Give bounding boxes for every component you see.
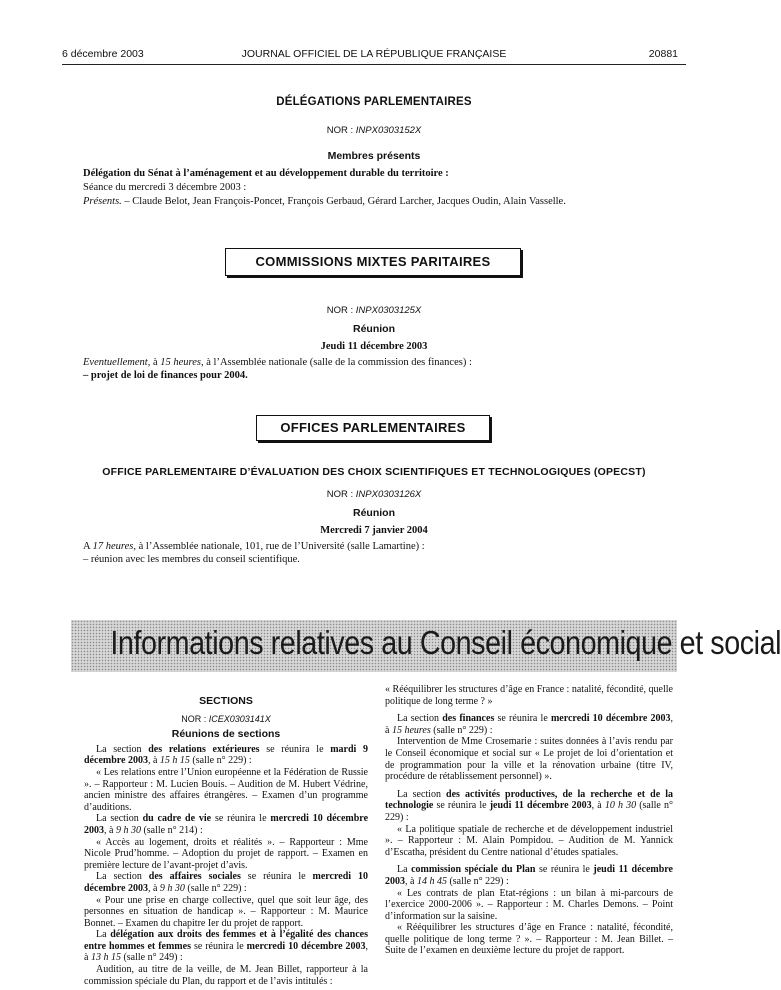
offices-line1	[83, 540, 683, 553]
delegations-subtitle: Membres présents	[327, 150, 421, 162]
section-fin-item: Intervention de Mme Crosemarie : suites données à l’avis rendu par le Conseil économique et social sur « Le projet de loi d’orientation et de programmation pour la ville et la rénovation urbaine (titre IV, procédure de rétablissement personnel) ».	[385, 736, 673, 783]
presents-text: – Claude Belot, Jean François-Poncet, François Gerbaud, Gérard Larcher, Jacques Oudin, Alain Vasselle.	[121, 196, 566, 207]
section-cadre-heading	[84, 813, 368, 836]
t: La	[397, 864, 412, 876]
t: , à	[84, 940, 369, 964]
nor-label: NOR :	[326, 125, 354, 136]
t: La section	[96, 871, 149, 883]
nor-code: INPX0303152X	[355, 125, 422, 136]
t: 15 h 15	[159, 755, 190, 767]
commissions-nor	[60, 305, 688, 316]
t: se réunira le	[494, 713, 551, 725]
header-date: 6 décembre 2003	[62, 48, 144, 60]
t: se réunira le	[535, 864, 594, 876]
t: La section	[96, 813, 143, 825]
t: jeudi 11 décembre 2003	[489, 800, 592, 812]
offices-line1-a: A	[83, 541, 93, 552]
delegations-nor	[60, 125, 688, 136]
header-rule	[62, 64, 686, 65]
sections-nor	[84, 714, 368, 726]
commissions-line1-a: Eventuellement,	[83, 357, 151, 368]
banner-text: Informations relatives au Conseil économique et social	[110, 624, 781, 661]
t: 15 heures	[391, 724, 431, 736]
commissions-line1-d: à l’Assemblée nationale (salle de la commission des finances) :	[203, 357, 472, 368]
t: des finances	[442, 713, 495, 725]
nor-code: INPX0303126X	[355, 489, 422, 500]
t: mercredi 10 décembre 2003	[246, 940, 366, 952]
offices-box-title: OFFICES PARLEMENTAIRES	[256, 415, 490, 441]
t: La section	[96, 743, 149, 755]
t: mercredi 10 décembre 2003	[84, 813, 369, 836]
commissions-line2: – projet de loi de finances pour 2004.	[83, 370, 248, 381]
offices-date: Mercredi 7 janvier 2004	[320, 525, 428, 536]
offices-line1-b: 17 heures,	[92, 541, 136, 552]
header-journal-title: JOURNAL OFFICIEL DE LA RÉPUBLIQUE FRANÇAISE	[241, 48, 507, 60]
section-plan-item1: « Les contrats de plan Etat-régions : un bilan à mi-parcours de l’exercice 2000-2006 ». – Rapporteur : M. Charles Demons. – Point d’information sur la saisine.	[385, 887, 673, 922]
section-soc-heading	[84, 871, 368, 894]
sections-right-column	[385, 684, 673, 957]
t: se réunira le	[211, 813, 271, 825]
t: des affaires sociales	[148, 871, 241, 883]
office-title: OFFICE PARLEMENTAIRE D’ÉVALUATION DES CHOIX SCIENTIFIQUES ET TECHNOLOGIQUES (OPECST)	[102, 466, 646, 478]
t: La section	[397, 713, 443, 725]
commissions-subtitle: Réunion	[353, 323, 395, 335]
nor-code: INPX0303125X	[355, 305, 422, 316]
header-page-number: 20881	[648, 48, 678, 60]
t: 13 h 15	[90, 952, 121, 964]
t: La	[96, 929, 111, 941]
nor-label: NOR :	[326, 489, 354, 500]
delegations-title: DÉLÉGATIONS PARLEMENTAIRES	[276, 96, 472, 108]
section-ext-item: « Les relations entre l’Union européenne et la Fédération de Russie ». – Rapporteur : M. Lucien Bouis. – Audition de M. Hubert Védrine, ancien ministre des affaires étrangères. – Examen d’un programme d’auditions.	[84, 766, 368, 813]
t: commission spéciale du Plan	[411, 864, 536, 876]
t: , à	[104, 824, 116, 836]
t: du cadre de vie	[142, 813, 212, 825]
commissions-box-title: COMMISSIONS MIXTES PARITAIRES	[225, 248, 521, 276]
t: La section	[397, 788, 447, 800]
section-cadre-item: « Accès au logement, droits et réalités ». – Rapporteur : Mme Nicole Prud’homme. – Adoption du projet de rapport. – Examen en première lecture de l’avant-projet d’avis.	[84, 836, 368, 871]
t: délégation aux droits des femmes et à l’égalité des chances entre hommes et femmes	[84, 929, 369, 952]
section-ext-heading	[84, 744, 368, 767]
delegation-seance: Séance du mercredi 3 décembre 2003 :	[83, 182, 247, 193]
offices-line2: – réunion avec les membres du conseil scientifique.	[83, 554, 300, 565]
delegation-presents	[83, 195, 683, 208]
t: mercredi 10 décembre 2003	[550, 713, 671, 725]
t: , à	[147, 755, 160, 767]
section-act-item: « La politique spatiale de recherche et de développement industriel ». – Rapporteur : M. Alain Pompidou. – Audition de M. Yannick d’Escatha, président du Centre national d’études spatiales.	[385, 823, 673, 858]
offices-line1-c: à l’Assemblée nationale, 101, rue de l’Université (salle Lamartine) :	[136, 541, 425, 552]
t: se réunira le	[433, 800, 490, 812]
delegation-name: Délégation du Sénat à l’aménagement et au développement durable du territoire :	[83, 168, 449, 179]
t: (salle n° 229) :	[184, 882, 247, 894]
t: mercredi 10 décembre 2003	[84, 871, 368, 894]
section-plan-heading	[385, 864, 673, 887]
commissions-line1-b: à	[150, 357, 161, 368]
t: 14 h 45	[416, 875, 447, 887]
t: (salle n° 229) :	[385, 800, 673, 823]
t: (salle n° 229) :	[430, 724, 493, 736]
section-fin-heading	[385, 713, 673, 736]
t: (salle n° 214) :	[140, 824, 203, 836]
t: se réunira le	[190, 940, 247, 952]
section-plan-item2: « Rééquilibrer les structures d’âge en France : natalité, fécondité, quelle politique de long terme ? ». – Rapporteur : M. Jean Billet. – Suite de l’examen en deuxième lecture du projet de rapport.	[385, 922, 673, 957]
t: se réunira le	[259, 743, 331, 755]
t: , à	[147, 882, 160, 894]
t: jeudi 11 décembre 2003	[385, 864, 673, 887]
sections-left-column	[84, 696, 368, 987]
t: (salle n° 249) :	[120, 952, 183, 964]
t: (salle n° 229) :	[446, 875, 509, 887]
nor-label: NOR :	[181, 713, 207, 724]
t: se réunira le	[240, 871, 313, 883]
sections-subtitle: Réunions de sections	[171, 728, 281, 741]
nor-code: ICEX0303141X	[208, 713, 271, 724]
section-del-heading	[84, 929, 368, 964]
t: 9 h 30	[159, 882, 185, 894]
section-del-item: Audition, au titre de la veille, de M. Jean Billet, rapporteur à la commission spéciale du Plan, du rapport et de l’avis intitulés :	[84, 964, 368, 987]
commissions-line1	[83, 356, 683, 369]
t: 10 h 30	[604, 800, 637, 812]
t: des relations extérieures	[148, 743, 260, 755]
offices-subtitle: Réunion	[353, 507, 395, 519]
section-soc-item: « Pour une prise en charge collective, quel que soit leur âge, des personnes en situation de handicap ». – Rapporteur : M. Maurice Bonnet. – Examen du chapitre Ier du projet de rapport.	[84, 894, 368, 929]
section-del-item-cont: « Rééquilibrer les structures d’âge en France : natalité, fécondité, quelle politique de long terme ? »	[385, 684, 673, 707]
t: , à	[591, 800, 605, 812]
commissions-date: Jeudi 11 décembre 2003	[320, 341, 428, 352]
conseil-banner	[71, 620, 781, 672]
t: , à	[385, 713, 673, 736]
t: mardi 9 décembre 2003	[84, 743, 368, 767]
t: des activités productives, de la recherche et de la technologie	[385, 788, 673, 812]
t: (salle n° 229) :	[189, 755, 252, 767]
nor-label: NOR :	[326, 305, 354, 316]
t: 9 h 30	[115, 824, 141, 836]
t: , à	[405, 875, 417, 887]
section-act-heading	[385, 789, 673, 824]
offices-nor	[60, 489, 688, 500]
sections-title: SECTIONS	[199, 695, 253, 707]
commissions-line1-c: 15 heures,	[160, 357, 204, 368]
presents-label: Présents.	[83, 196, 122, 207]
